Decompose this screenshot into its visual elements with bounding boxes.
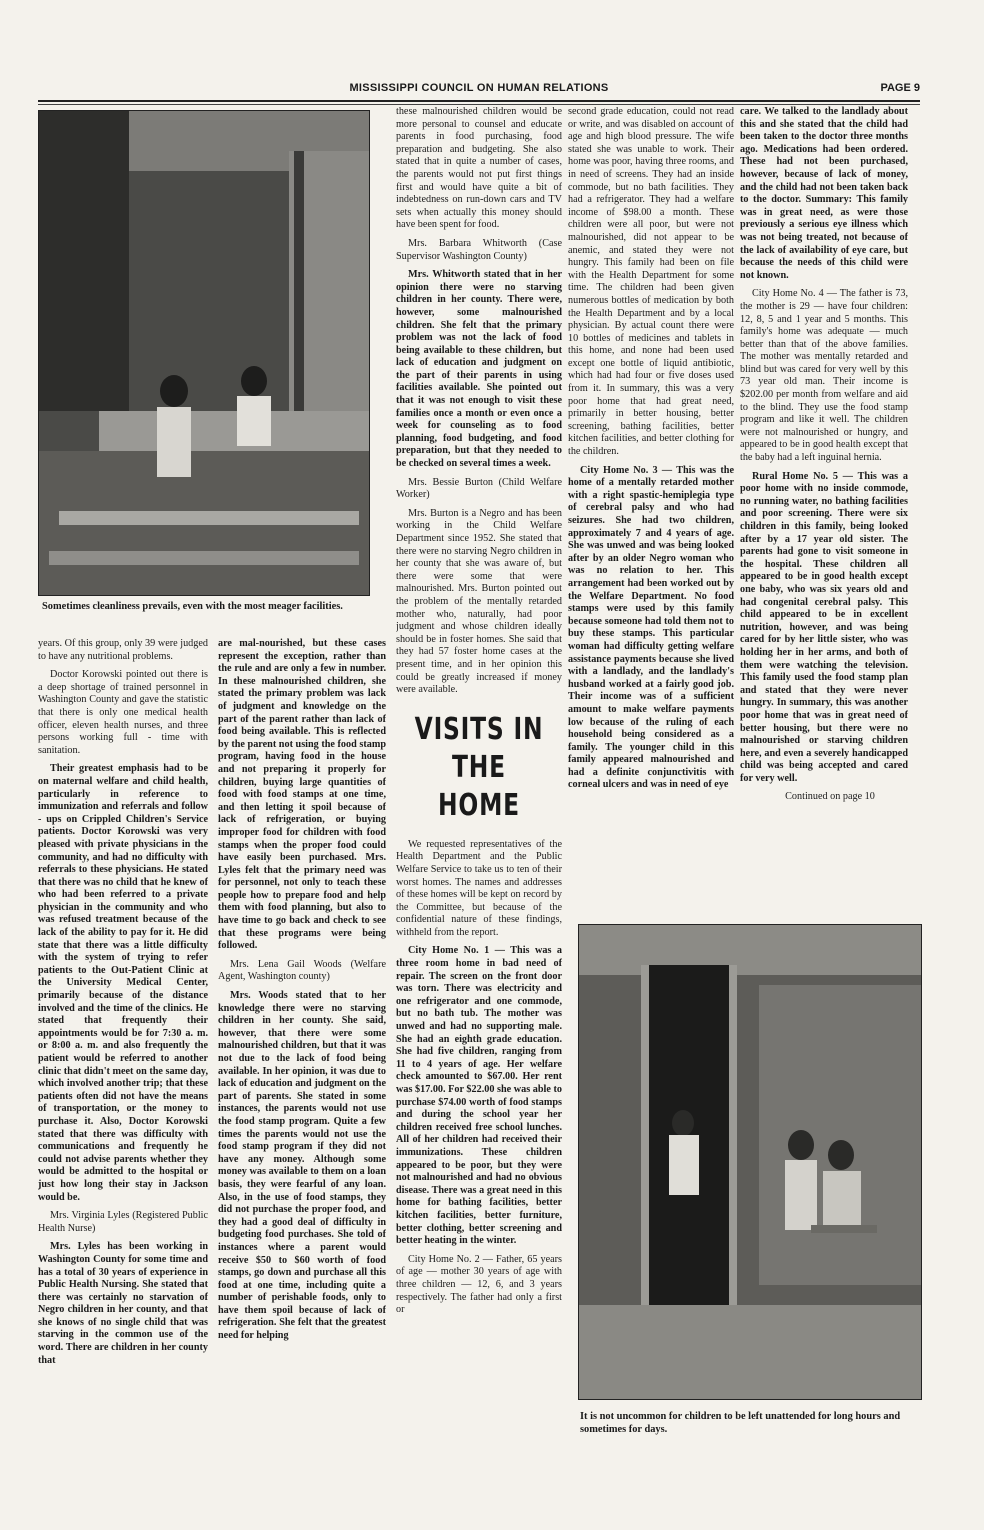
section-headline: VISITS IN THE HOME	[414, 711, 544, 823]
masthead-rule	[38, 104, 920, 105]
paragraph: City Home No. 3 — This was the home of a mentally retarded mother with a right spastic-hemiplegia type of cerebral palsy and who had seizures. She had two children, approximately 7 and 4 years of age. She was unwed and was being looked after by an older Negro woman who was no relation to her. This arrangement had been worked out by the Welfare Department. No food stamps were used by this family because someone had told them not to buy these stamps. This particular woman had difficulty getting welfare assistance payments because she lived with a landlady, and the landlady's husband worked at a fairly good job. Their income was of a sufficient amount to make welfare payments low because of the ruling of each household being considered as a family. The younger child in this family appeared malnourished and had a definite conjunctivitis with corneal ulcers and was in need of eye	[568, 464, 734, 791]
byline: Mrs. Barbara Whitworth (Case Supervisor Washington County)	[396, 237, 562, 262]
paragraph: Rural Home No. 5 — This was a poor home with no inside commode, no running water, no bathing facilities and poor screening. There were six children in this family, being looked after by a 17 year old sister. The parents had gone to visit someone in the hospital. These children all appeared to be in good health except one baby, who was six years old and had congenital cerebral palsy. This child appeared to be in excellent nutrition, however, and was being cared for by her little sister, who was holding her in her arms, and both of them were watching the television. This family used the food stamp plan and stated that they were never hungry. In summary, this was another poor home that was in great need of better housing, but there were no malnourished or starving children here, and even a severely handicapped child was being accepted and cared for very well.	[740, 470, 908, 784]
paragraph: We requested representatives of the Health Department and the Public Welfare Service to take us to ten of their worst homes. The names and addresses of these homes will be kept on record by the Committee, but because of the confidential nature of these findings, withheld from the report.	[396, 838, 562, 938]
byline: Mrs. Bessie Burton (Child Welfare Worker)	[396, 476, 562, 501]
article-column-2	[218, 638, 386, 1448]
paragraph: care. We talked to the landlady about this and she stated that the child had been taken to the doctor three months ago. Medications had been ordered. These had not been purchased, however, because of lack of money, and the child had not been taken back to the doctor. Summary: This family was in great need, as were those previously a serious eye illness which was not being treated, not because of the lack of availability of eye care, but because the needs of this child were not known.	[740, 106, 908, 281]
paragraph: City Home No. 2 — Father, 65 years of age — mother 30 years of age with three children — 12, 6, and 3 years respectively. The father had only a first or	[396, 1253, 562, 1316]
paragraph: Their greatest emphasis had to be on maternal welfare and child health, particularly in reference to immunization and referrals and follow - ups on Crippled Children's Service patients. Doctor Korowski was very pleased with private physicians in the community, and had no difficulty with referrals to these physicians. He stated that there was no child that he knew of who had been referred to a private physician in the community and who was refused treatment because of the lack of the ability to pay for it. He did state that there was a little difficulty with the system of trying to refer patients to the Out-Patient Clinic at the University Medical Center, primarily because of the distance involved and the time of the clinics. He stated that frequently their appointments would be for 7:30 a. m. or 8:00 a. m. and also frequently the patient would be referred to another clinic that didn't meet on the same day, which involved another trip; that these patients often did not have the means of transportation, or the money to purchase it. Also, Doctor Korowski stated that there was difficulty with communications and frequently he could not advise parents whether they would be admitted to the hospital or just how long their stay in Jackson would be.	[38, 763, 208, 1203]
porch-photo-illustration	[39, 111, 369, 595]
byline: Mrs. Virginia Lyles (Registered Public Health Nurse)	[38, 1210, 208, 1234]
paragraph: Mrs. Woods stated that to her knowledge there were no starving children in her county. She said, however, that there were some malnourished children, but that it was not due to the lack of food being available. In her opinion, it was due to lack of education and judgment on the part of parents. She stated in some instances, the parents would not use the food stamp program. Quite a few times the parents would not use the food stamp program if they did not have any money. Although some money was available to them on a loan basis, they were fearful of any loan. Also, in the use of food stamps, they did not purchase the proper food, and they had a good deal of difficulty in budgeting food purchases. She told of instances where a parent would receive $50 to $60 worth of food stamps, go down and purchase all this food at one time, including quite a number of perishable foods, only to have them spoil because of lack of refrigeration. She felt that the greatest need for helping	[218, 990, 386, 1342]
paragraph: Doctor Korowski pointed out there is a deep shortage of trained personnel in Washington County and gave the statistic that there is only one medical health officer, eleven health nurses, and three persons working full - time with sanitation.	[38, 669, 208, 756]
article-column-3	[396, 106, 562, 1448]
photo-caption-bottom: It is not uncommon for children to be left unattended for long hours and sometimes for days.	[580, 1411, 901, 1435]
continued-note: Continued on page 10	[785, 791, 875, 803]
paragraph: Mrs. Lyles has been working in Washington County for some time and has a total of 30 years of experience in Public Health Nursing. She stated that there was certainly no starvation of Negro children in her county, and that she knows of no single child that was starving in the common use of the word. There are children in her county that	[38, 1241, 208, 1366]
masthead	[38, 80, 920, 102]
byline: Mrs. Lena Gail Woods (Welfare Agent, Washington county)	[218, 958, 386, 983]
paragraph: are mal-nourished, but these cases represent the exception, rather than the rule and are only a few in number. In these malnourished children, she stated the primary problem was lack of judgment and knowledge on the part of the parent rather than lack of food being available. This is reflected by the parent not using the food stamp program, having food in the house and not preparing it properly for children, buying large quantities of food with food stamps at one time, and then letting it spoil because of lack of refrigeration, or buying improper food for children with food stamps when the proper food could have easily been purchased. Mrs. Lyles felt that the primary need was for personnel, not only to teach these people how to prepare food and help them with food planning, but also to have time to go back and check to see that these programs were being followed.	[218, 638, 386, 952]
photo-caption-top: Sometimes cleanliness prevails, even with the most meager facilities.	[42, 601, 343, 612]
photo-children-in-doorway	[578, 924, 922, 1400]
paragraph: these malnourished children would be more personal to counsel and educate parents in food purchasing, food preparation and budgeting. She also stated that in quite a number of cases, the parents would not put first things first and would have quite a bit of indebtedness on run-down cars and TV sets when actually this money should have been spent for food.	[396, 106, 562, 231]
photo-children-on-porch	[38, 110, 370, 596]
paragraph: Mrs. Burton is a Negro and has been working in the Child Welfare Department since 1952. She stated that there were no starving Negro children in her county that she was aware of, but there were some that were malnourished. Mrs. Burton pointed out the problem of the mentally retarded mother who, naturally, had poor judgment and whose children ideally should be in foster homes. She said that they had 57 foster home cases at the present time, and in her opinion this could be greatly increased if money were available.	[396, 507, 562, 696]
page-number: PAGE 9	[880, 82, 920, 94]
article-column-1	[38, 638, 208, 1448]
paragraph: City Home No. 4 — The father is 73, the mother is 29 — have four children: 12, 8, 5 and 1 year and 5 months. This family's home was adequate — much better than that of the above families. The mother was mentally retarded and blind but was cared for very well by this 73 year old man. Their income is $202.00 per month from welfare and aid to the blind. They use the food stamp program and like it well. The children were not malnourished or hungry, and appeared to be in good health except that the baby had a left inguinal hernia.	[740, 288, 908, 464]
paragraph: Mrs. Whitworth stated that in her opinion there were no starving children in her county. There were, however, some malnourished children. She felt that the primary problem was not the lack of food being available to these children, but lack of education and judgment on the part of their parents in using facilities available. She pointed out that it was not enough to visit these families once a month or even once a week for counseling as to food planning, food budgeting, and food preparation, but that they needed to be checked on several times a week.	[396, 269, 562, 470]
doorway-photo-illustration	[579, 925, 921, 1399]
paragraph: years. Of this group, only 39 were judged to have any nutritional problems.	[38, 638, 208, 662]
paragraph: City Home No. 1 — This was a three room home in bad need of repair. The screen on the front door was torn. There was electricity and one refrigerator and one commode, but no bath tub. The mother was unwed and had no supporting male. She had an eighth grade education. She had five children, ranging from 11 to 4 years of age. Her welfare check amounted to $67.00. Her rent was $17.00. For $22.00 she was able to purchase $74.00 worth of food stamps and during the school year her children received free school lunches. All of her children had received their immunizations. These children appeared to be poor, but they were not malnourished and had no obvious disease. There was a great need in this home for bathing facilities, better kitchen facilities, better furniture, better clothing, better screening and better heating in the winter.	[396, 945, 562, 1247]
article-column-4	[568, 106, 734, 918]
paragraph: second grade education, could not read or write, and was disabled on account of age and high blood pressure. The wife stated she was unable to work. Their home was poor, having three rooms, and in need of screens. They had an inside commode, but no bath facilities. They had a refrigerator. They had a welfare income of $98.00 a month. These children were all poor, but were not malnourished, did not appear to be anemic, and stated they were not hungry. This family had been on file with the Health Department for some time. The children had been given numerous bottles of medication by both the Health Department and by a local physician. By actual count there were 10 bottles of medicines and tablets in this home, and none had been used except one bottle of liquid antibiotic, which had had four or five doses used from it. In summary, this was a very poor home that had great need, primarily in better housing, better screening, bathing facilities, better kitchen facilities, and better clothing for the children.	[568, 106, 734, 458]
article-column-5	[740, 106, 908, 918]
publication-title: MISSISSIPPI COUNCIL ON HUMAN RELATIONS	[349, 82, 609, 94]
